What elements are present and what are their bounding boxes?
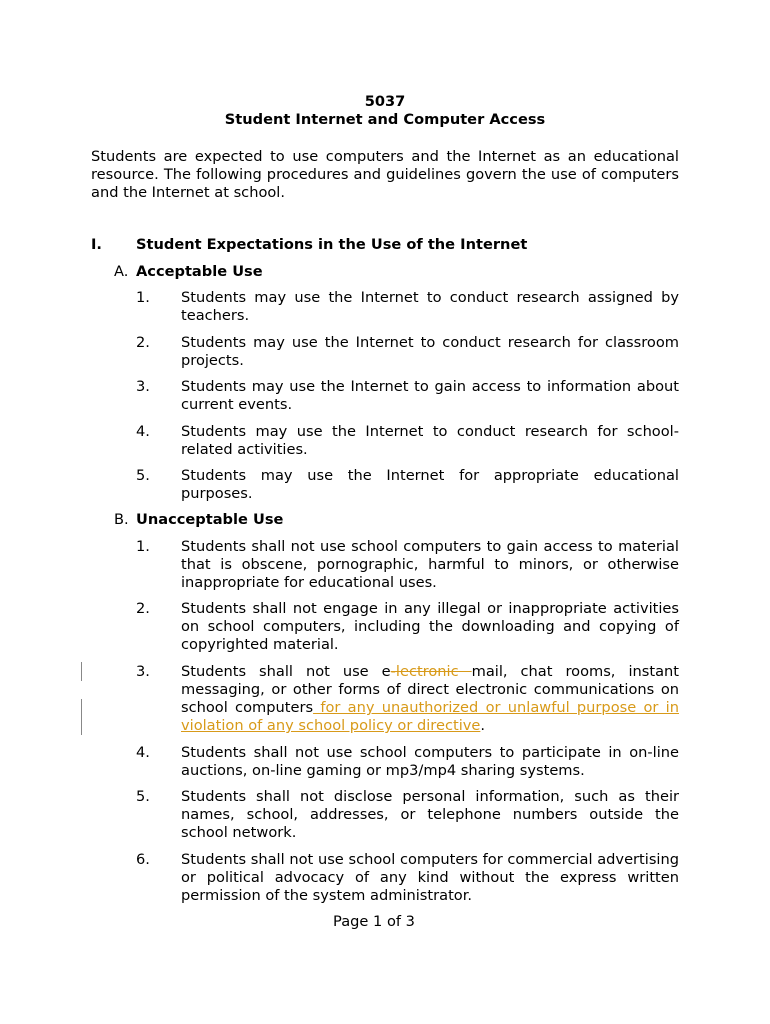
section-a-title: Acceptable Use xyxy=(136,263,263,280)
item-text-part: mail, chat rooms, instant messaging, or other forms of direct electronic communications on school computers xyxy=(181,663,679,716)
item-number: 2. xyxy=(136,334,150,351)
item-number: 6. xyxy=(136,851,150,868)
page-footer: Page 1 of 3 xyxy=(333,913,415,930)
item-text-part: . xyxy=(480,717,486,734)
item-text: Students shall not use school computers to gain access to material that is obscene, pornographic, harmful to minors, or otherwise inappropriate for educational uses. xyxy=(181,538,679,591)
item-number: 5. xyxy=(136,467,150,484)
item-text: Students shall not use school computers to participate in on-line auctions, on-line gaming or mp3/mp4 sharing systems. xyxy=(181,744,679,779)
change-bar xyxy=(81,699,82,735)
section-b-letter: B. xyxy=(114,511,129,528)
policy-title: Student Internet and Computer Access xyxy=(224,111,546,128)
section-a-letter: A. xyxy=(114,263,129,280)
item-text: Students shall not disclose personal information, such as their names, school, addresses, or telephone numbers outside the school network. xyxy=(181,788,679,841)
section-b-title: Unacceptable Use xyxy=(136,511,284,528)
inserted-text: for any unauthorized or unlawful purpose or in violation of any school policy or directive xyxy=(181,699,679,734)
item-text: Students may use the Internet to gain access to information about current events. xyxy=(181,378,679,413)
change-bar xyxy=(81,662,82,681)
item-number: 2. xyxy=(136,600,150,617)
section-i-title: Student Expectations in the Use of the Internet xyxy=(136,236,528,253)
item-number: 4. xyxy=(136,744,150,761)
item-number: 5. xyxy=(136,788,150,805)
policy-number: 5037 xyxy=(364,93,406,110)
section-i-number: I. xyxy=(91,236,102,253)
item-number: 3. xyxy=(136,378,150,395)
item-text: Students shall not engage in any illegal or inappropriate activities on school computers, including the downloading and copying of copyrighted material. xyxy=(181,600,679,653)
item-number: 3. xyxy=(136,663,150,680)
deleted-text: -lectronic xyxy=(390,663,472,680)
intro-paragraph: Students are expected to use computers and the Internet as an educational resource. The following procedures and guidelines govern the use of computers and the Internet at school. xyxy=(91,148,679,201)
item-number: 1. xyxy=(136,538,150,555)
item-text: Students may use the Internet for appropriate educational purposes. xyxy=(181,467,679,502)
item-text: Students may use the Internet to conduct research assigned by teachers. xyxy=(181,289,679,324)
item-text: Students shall not use school computers for commercial advertising or political advocacy of any kind without the express written permission of the system administrator. xyxy=(181,851,679,904)
item-text-part: Students shall not use e xyxy=(181,663,391,680)
item-number: 4. xyxy=(136,423,150,440)
item-number: 1. xyxy=(136,289,150,306)
item-text: Students may use the Internet to conduct research for classroom projects. xyxy=(181,334,679,369)
item-text xyxy=(181,663,679,735)
item-text: Students may use the Internet to conduct research for school-related activities. xyxy=(181,423,679,458)
